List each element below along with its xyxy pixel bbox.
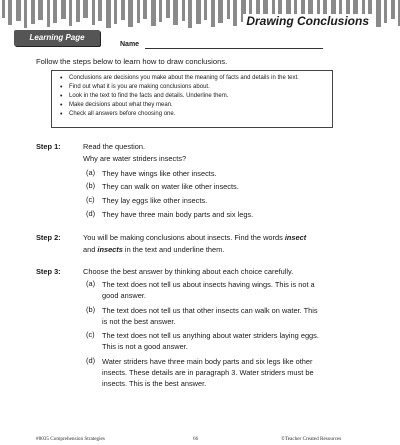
- option-letter: (c): [86, 330, 95, 339]
- stripe: [182, 0, 185, 21]
- stripe: [31, 0, 35, 24]
- option-line: Water striders have three main body parts and six legs like other: [102, 357, 313, 366]
- intro-text: Follow the steps below to learn how to draw conclusions.: [36, 57, 228, 66]
- tips-box: [51, 70, 333, 128]
- tip-item: • Look in the text to find the facts and details. Underline them.: [60, 92, 324, 101]
- option-letter: (a): [86, 279, 96, 288]
- keyword-insects: insects: [97, 244, 123, 254]
- footer-page-number: 66: [193, 436, 199, 442]
- stripe: [47, 0, 50, 27]
- tip-item: • Find out what it is you are making conclusions about.: [60, 83, 324, 92]
- page-title: Drawing Conclusions: [243, 14, 372, 28]
- step3-instruction: Choose the best answer by thinking about each choice carefully.: [83, 267, 294, 276]
- option-letter: (c): [86, 195, 95, 204]
- stripe: [83, 0, 88, 18]
- option-letter: (d): [86, 209, 96, 218]
- option-line: is not the best answer.: [102, 317, 176, 327]
- stripe: [69, 0, 72, 26]
- stripe: [92, 0, 95, 25]
- stripe: [137, 0, 140, 23]
- stripe: [114, 0, 117, 24]
- option-line: insects. This is the best answer.: [102, 379, 207, 389]
- keyword-insect: insect: [284, 233, 307, 242]
- stripe: [121, 0, 125, 20]
- stripe: [61, 0, 66, 19]
- stripe: [128, 0, 133, 27]
- stripe: [391, 0, 395, 19]
- option-line: The text does not tell us about insects having wings. This is not a: [102, 280, 315, 289]
- step2-part1: You will be making conclusions about insects. Find the words: [83, 233, 285, 242]
- option-line: good answer.: [102, 291, 146, 301]
- name-line: [145, 48, 323, 49]
- stripe: [106, 0, 111, 28]
- stripe: [2, 0, 5, 18]
- step3-label: Step 3:: [36, 267, 61, 276]
- stripe: [24, 0, 27, 28]
- step3-option-b: [102, 305, 318, 327]
- step2-part3: in the text and underline them.: [122, 244, 225, 254]
- stripe: [166, 0, 170, 18]
- step3-option-c: [102, 330, 319, 352]
- tip-item: • Conclusions are decisions you make about the meaning of facts and details in the text.: [60, 74, 324, 83]
- step3-option-d: [102, 356, 314, 390]
- tip-item: • Check all answers before choosing one.: [60, 110, 324, 119]
- step1-instruction: Read the question.: [83, 142, 146, 151]
- step3-option-a: [102, 279, 315, 301]
- option-letter: (a): [86, 168, 96, 177]
- stripe: [8, 0, 12, 25]
- stripe: [143, 0, 147, 19]
- stripe: [384, 0, 387, 23]
- stripe: [376, 0, 381, 27]
- stripe: [173, 0, 178, 25]
- step1-option-a: They have wings like other insects.: [102, 169, 217, 178]
- option-line: This is not a good answer.: [102, 342, 188, 352]
- stripe: [38, 0, 43, 20]
- step1-option-c: They lay eggs like other insects.: [102, 196, 208, 205]
- learning-page-badge: Learning Page: [14, 30, 100, 46]
- stripe: [151, 0, 156, 26]
- option-letter: (d): [86, 356, 96, 365]
- name-label: Name: [120, 41, 140, 48]
- tip-item: • Make decisions about what they mean.: [60, 101, 324, 110]
- stripe: [76, 0, 80, 22]
- stripe: [196, 0, 201, 24]
- stripe: [16, 0, 21, 21]
- step1-question: Why are water striders insects?: [83, 154, 187, 163]
- footer-left: #8035 Comprehension Strategies: [36, 436, 105, 442]
- step2-part2: and: [83, 244, 98, 254]
- option-letter: (b): [86, 181, 96, 190]
- step1-label: Step 1:: [36, 142, 61, 151]
- stripe: [159, 0, 162, 22]
- step2-label: Step 2:: [36, 233, 61, 242]
- stripe: [204, 0, 207, 20]
- step2-text: [83, 232, 383, 255]
- stripe: [98, 0, 102, 21]
- stripe: [188, 0, 192, 28]
- stripe: [218, 0, 223, 23]
- stripe: [53, 0, 57, 23]
- option-letter: (b): [86, 305, 96, 314]
- step1-option-d: They have three main body parts and six legs.: [102, 210, 254, 219]
- option-line: The text does not tell us anything about water striders laying eggs.: [102, 331, 319, 340]
- option-line: insects. These details are in paragraph 3. Water striders must be: [102, 368, 314, 378]
- step1-option-b: They can walk on water like other insects.: [102, 182, 239, 191]
- stripe: [227, 0, 230, 19]
- footer-right: ©Teacher Created Resources: [281, 436, 342, 442]
- stripe: [233, 0, 237, 26]
- stripe: [211, 0, 215, 27]
- option-line: The text does not tell us that other insects can walk on water. This: [102, 306, 318, 315]
